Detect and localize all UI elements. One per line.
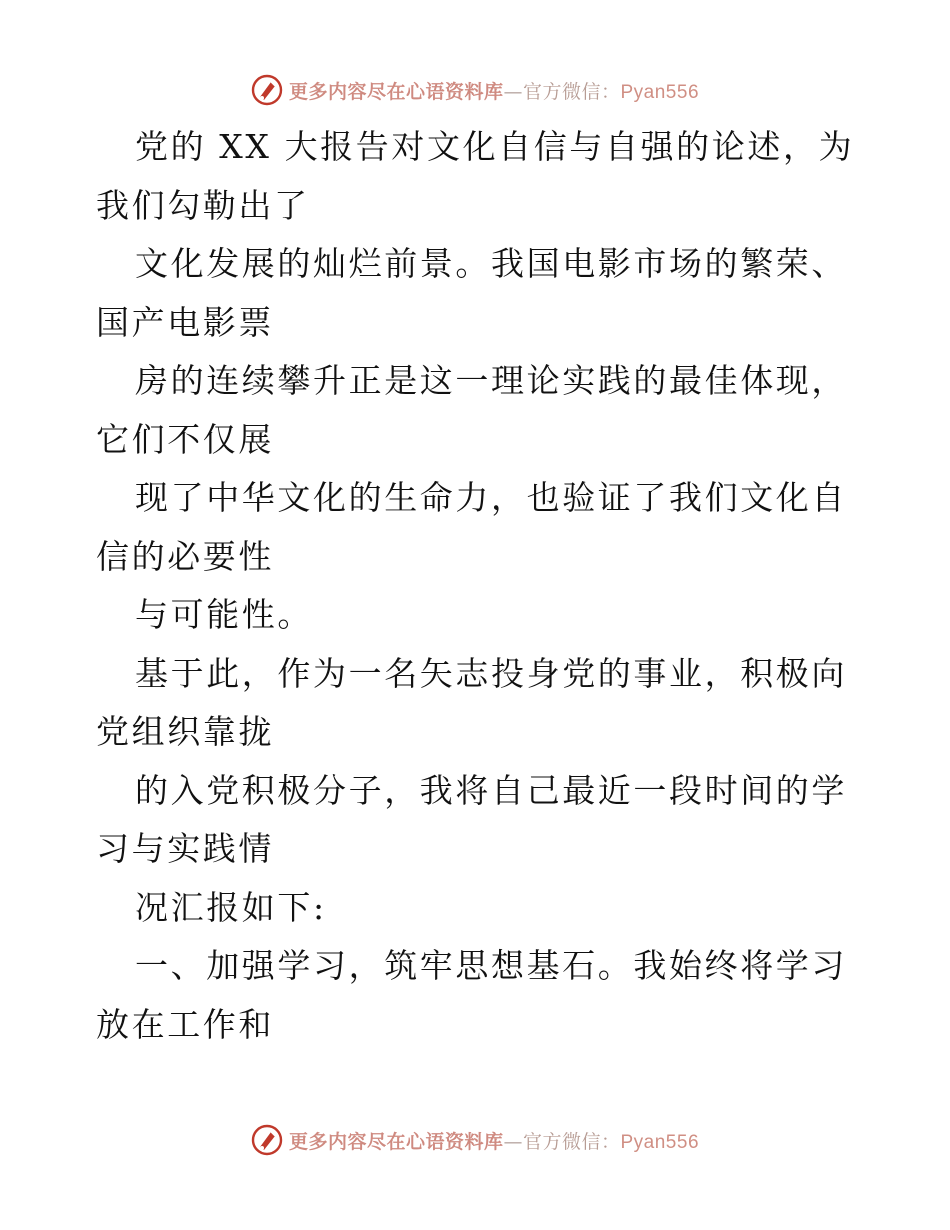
header-separator: —: [503, 80, 523, 103]
pen-nib-logo-icon: [251, 1124, 283, 1156]
body-paragraph-7: 的入党积极分子，我将自己最近一段时间的学习与实践情: [96, 770, 847, 868]
footer-wechat-label: 官方微信：: [522, 1130, 621, 1153]
body-paragraph-3: 房的连续攀升正是这一理论实践的最佳体现，它们不仅展: [96, 361, 847, 459]
body-paragraph-9: 一、加强学习，筑牢思想基石。我始终将学习放在工作和: [96, 946, 847, 1044]
body-paragraph-6: 基于此，作为一名矢志投身党的事业，积极向党组织靠拢: [96, 653, 847, 751]
body-paragraph-1: 党的 XX 大报告对文化自信与自强的论述，为我们勾勒出了: [96, 127, 855, 225]
footer-banner: [0, 1120, 950, 1160]
header-banner-text: [289, 77, 699, 104]
header-wechat-id: Pyan556: [620, 81, 700, 103]
pen-nib-logo-icon: [251, 74, 283, 106]
footer-banner-text: [289, 1127, 699, 1154]
document-body: [96, 118, 856, 1054]
header-wechat-label: 官方微信：: [522, 80, 621, 103]
footer-separator: —: [503, 1130, 523, 1153]
body-paragraph-4: 现了中华文化的生命力，也验证了我们文化自信的必要性: [96, 478, 847, 576]
body-paragraph-8: 况汇报如下:: [135, 887, 327, 927]
body-paragraph-2: 文化发展的灿烂前景。我国电影市场的繁荣、国产电影票: [96, 244, 847, 342]
footer-wechat-id: Pyan556: [620, 1131, 700, 1153]
header-brand: 更多内容尽在心语资料库: [288, 80, 504, 103]
footer-brand: 更多内容尽在心语资料库: [288, 1130, 504, 1153]
body-paragraph-5: 与可能性。: [135, 595, 313, 634]
header-banner: [0, 70, 950, 110]
